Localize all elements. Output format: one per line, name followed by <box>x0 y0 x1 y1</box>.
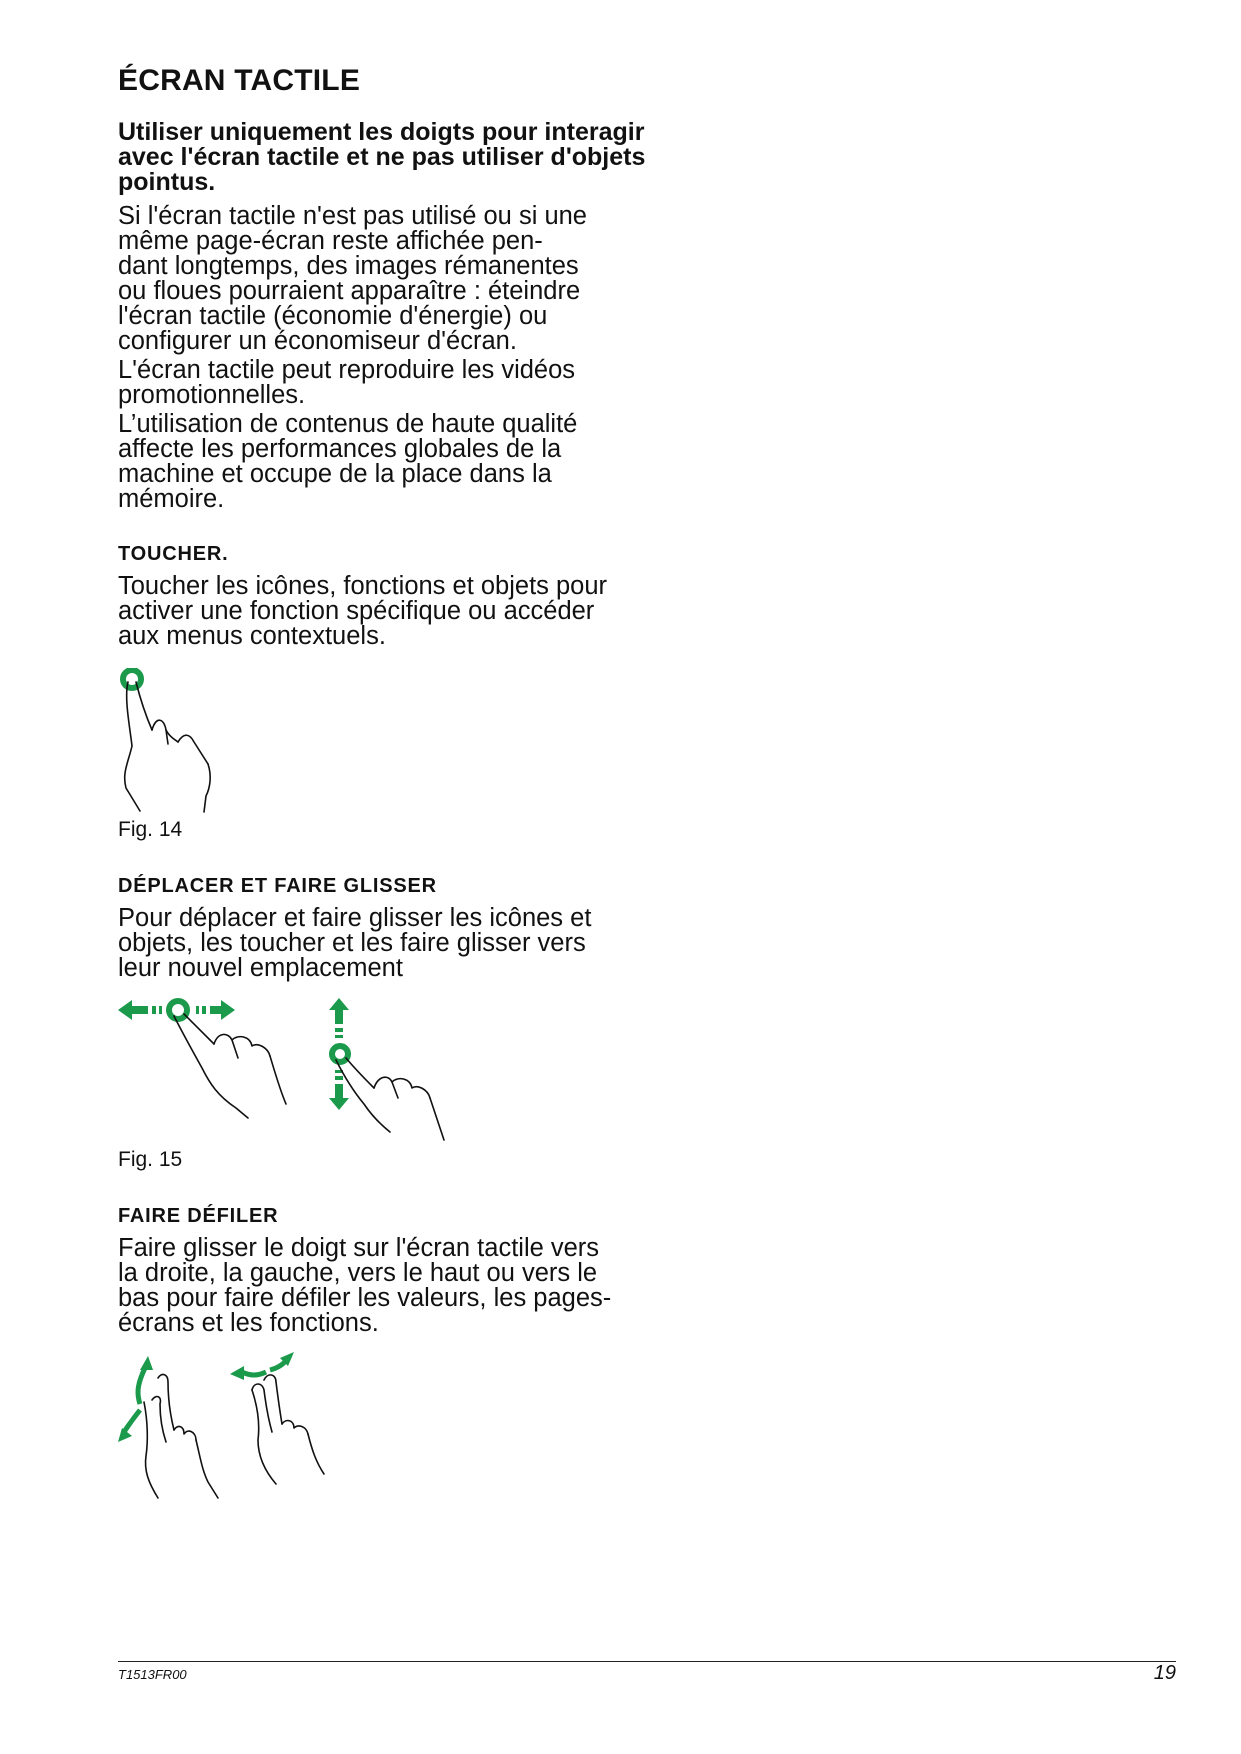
intro-paragraph: L'écran tactile peut reproduire les vidéos promotionnelles. <box>118 356 576 409</box>
section-heading-scroll: FAIRE DÉFILER <box>118 1205 279 1227</box>
intro-paragraph: L’utilisation de contenus de haute qualité affecte les performances globales de la machine et occupe de la place dans la mémoire. <box>118 410 578 513</box>
scroll-gesture-illustration <box>118 1352 348 1502</box>
section-text-scroll: Faire glisser le doigt sur l'écran tactile vers la droite, la gauche, vers le haut ou vers le bas pour faire défiler les valeurs, les pages- écrans et les fonctions. <box>118 1234 612 1337</box>
intro-paragraph: Si l'écran tactile n'est pas utilisé ou si une même page-écran reste affichée pen- dant longtemps, des images rémanentes ou floues pourraient apparaître : éteindre l'écran tactile (économie d'énergie) ou configurer un économiseur d'écran. <box>118 202 587 355</box>
footer-divider <box>118 1661 1176 1662</box>
warning-text: Utiliser uniquement les doigts pour interagir avec l'écran tactile et ne pas utiliser d'objets pointus. <box>118 118 646 196</box>
hand-tap-icon <box>118 668 228 818</box>
page-number: 19 <box>1153 1662 1176 1684</box>
section-text-drag: Pour déplacer et faire glisser les icônes et objets, les toucher et les faire glisser vers leur nouvel emplacement <box>118 904 592 982</box>
tap-gesture-illustration <box>118 668 228 818</box>
figure-label: Fig. 14 <box>118 818 183 841</box>
document-code: T1513FR00 <box>118 1667 187 1682</box>
section-heading-drag: DÉPLACER ET FAIRE GLISSER <box>118 875 437 897</box>
hand-scroll-icon <box>118 1352 348 1502</box>
drag-gesture-illustration <box>118 998 468 1148</box>
hand-drag-icon <box>118 998 468 1148</box>
section-heading-touch: TOUCHER. <box>118 543 229 565</box>
section-text-touch: Toucher les icônes, fonctions et objets pour activer une fonction spécifique ou accéder aux menus contextuels. <box>118 572 608 650</box>
figure-label: Fig. 15 <box>118 1148 183 1171</box>
page-title: ÉCRAN TACTILE <box>118 64 361 97</box>
